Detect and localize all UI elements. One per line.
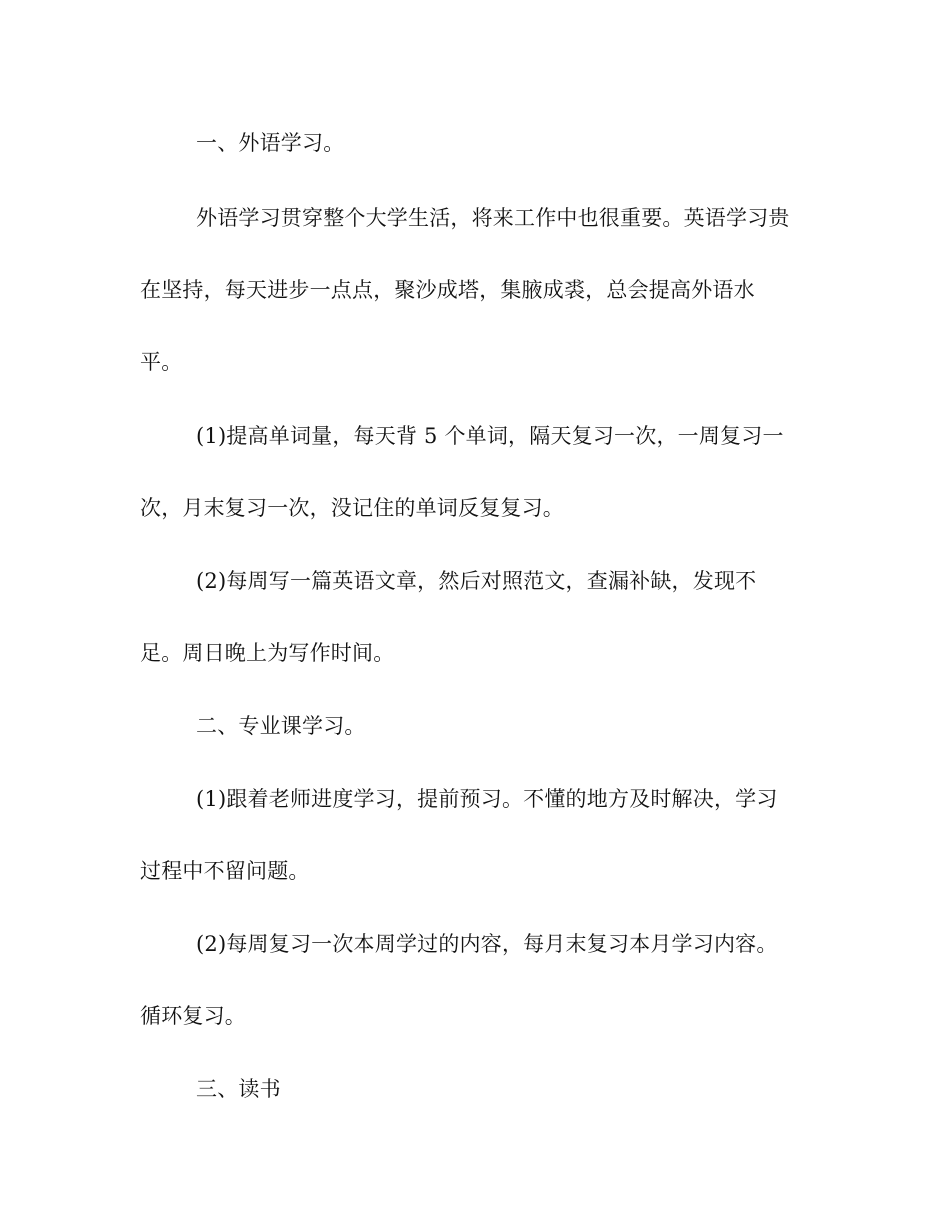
paragraph-line: (1)跟着老师进度学习，提前预习。不懂的地方及时解决，学习: [196, 787, 778, 811]
paragraph-line: (2)每周写一篇英语文章，然后对照范文，查漏补缺，发现不: [196, 569, 757, 593]
section-heading-major-courses: 二、专业课学习。: [196, 714, 366, 738]
paragraph-line: 循环复习。: [140, 1004, 246, 1028]
section-heading-reading: 三、读书: [196, 1077, 281, 1101]
paragraph-line: 平。: [140, 350, 183, 374]
paragraph-line: (2)每周复习一次本周学过的内容，每月末复习本月学习内容。: [196, 932, 778, 956]
section-heading-foreign-language: 一、外语学习。: [196, 131, 345, 155]
paragraph-line: (1)提高单词量，每天背 5 个单词，隔天复习一次，一周复习一: [196, 424, 784, 448]
paragraph-line: 过程中不留问题。: [140, 859, 310, 883]
paragraph-line: 在坚持，每天进步一点点，聚沙成塔，集腋成裘，总会提高外语水: [140, 278, 755, 302]
paragraph-line: 足。周日晚上为写作时间。: [140, 641, 395, 665]
paragraph-line: 外语学习贯穿整个大学生活，将来工作中也很重要。英语学习贵: [196, 206, 790, 230]
paragraph-line: 次，月末复习一次，没记住的单词反复复习。: [140, 496, 564, 520]
